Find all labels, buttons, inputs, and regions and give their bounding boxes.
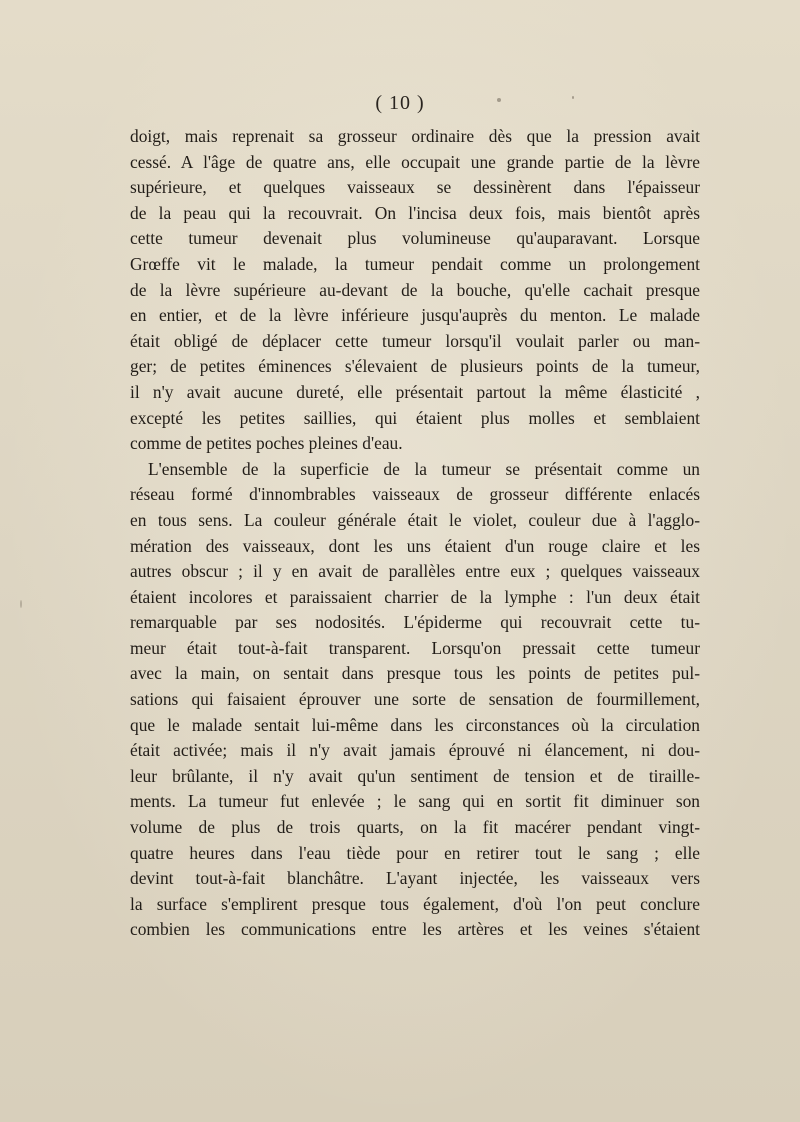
text-line: étaient incolores et paraissaient charrier de la lymphe : l'un deux était — [130, 586, 700, 607]
paragraph-start-line: L'ensemble de la superficie de la tumeur se présentait comme un — [148, 458, 700, 479]
text-line: ments. La tumeur fut enlevée ; le sang qui en sortit fit diminuer son — [130, 791, 700, 812]
text-line: doigt, mais reprenait sa grosseur ordinaire dès que la pression avait — [130, 126, 700, 146]
text-line: devint tout-à-fait blanchâtre. L'ayant injectée, les vaisseaux vers — [130, 868, 700, 889]
text-line: leur brûlante, il n'y avait qu'un sentiment de tension et de tiraille- — [130, 765, 700, 786]
text-line: meur était tout-à-fait transparent. Lorsqu'on pressait cette tumeur — [130, 637, 700, 658]
text-line: la surface s'emplirent presque tous également, d'où l'on peut conclure — [130, 893, 700, 914]
text-line: mération des vaisseaux, dont les uns étaient d'un rouge claire et les — [130, 535, 700, 556]
paragraph-end-line: comme de petites poches pleines d'eau. — [130, 433, 403, 454]
text-line: volume de plus de trois quarts, on la fit macérer pendant vingt- — [130, 817, 700, 838]
text-line: il n'y avait aucune dureté, elle présentait partout la même élasticité , — [130, 381, 700, 402]
text-line: Grœffe vit le malade, la tumeur pendait comme un prolongement — [130, 253, 700, 274]
text-line: quatre heures dans l'eau tiède pour en retirer tout le sang ; elle — [130, 842, 700, 863]
text-line: excepté les petites saillies, qui étaient plus molles et semblaient — [130, 407, 700, 428]
text-line: ger; de petites éminences s'élevaient de plusieurs points de la tumeur, — [130, 356, 700, 377]
text-line: remarquable par ses nodosités. L'épiderme qui recouvrait cette tu- — [130, 612, 700, 633]
text-line: en tous sens. La couleur générale était le violet, couleur due à l'agglo- — [130, 509, 700, 530]
text-line: cessé. A l'âge de quatre ans, elle occupait une grande partie de la lèvre — [130, 151, 700, 172]
text-line: que le malade sentait lui-même dans les circonstances où la circulation — [130, 714, 700, 735]
text-line: autres obscur ; il y en avait de parallèles entre eux ; quelques vaisseaux — [130, 561, 700, 582]
text-line: réseau formé d'innombrables vaisseaux de grosseur différente enlacés — [130, 484, 700, 505]
text-line: était activée; mais il n'y avait jamais éprouvé ni élancement, ni dou- — [130, 740, 700, 761]
text-line: de la lèvre supérieure au-devant de la bouche, qu'elle cachait presque — [130, 279, 700, 300]
text-line: combien les communications entre les artères et les veines s'étaient — [130, 919, 700, 940]
body-text — [130, 124, 700, 943]
page-number: ( 10 ) — [375, 92, 425, 114]
text-line: avec la main, on sentait dans presque tous les points de petites pul- — [130, 663, 700, 684]
ink-spot — [20, 600, 22, 608]
text-line: supérieure, et quelques vaisseaux se dessinèrent dans l'épaisseur — [130, 177, 700, 198]
text-line: était obligé de déplacer cette tumeur lorsqu'il voulait parler ou man- — [130, 330, 700, 351]
text-line: de la peau qui la recouvrait. On l'incisa deux fois, mais bientôt après — [130, 202, 700, 223]
text-line: en entier, et de la lèvre inférieure jusqu'auprès du menton. Le malade — [130, 305, 700, 326]
text-line: cette tumeur devenait plus volumineuse qu'auparavant. Lorsque — [130, 228, 700, 249]
text-line: sations qui faisaient éprouver une sorte de sensation de fourmillement, — [130, 689, 700, 710]
